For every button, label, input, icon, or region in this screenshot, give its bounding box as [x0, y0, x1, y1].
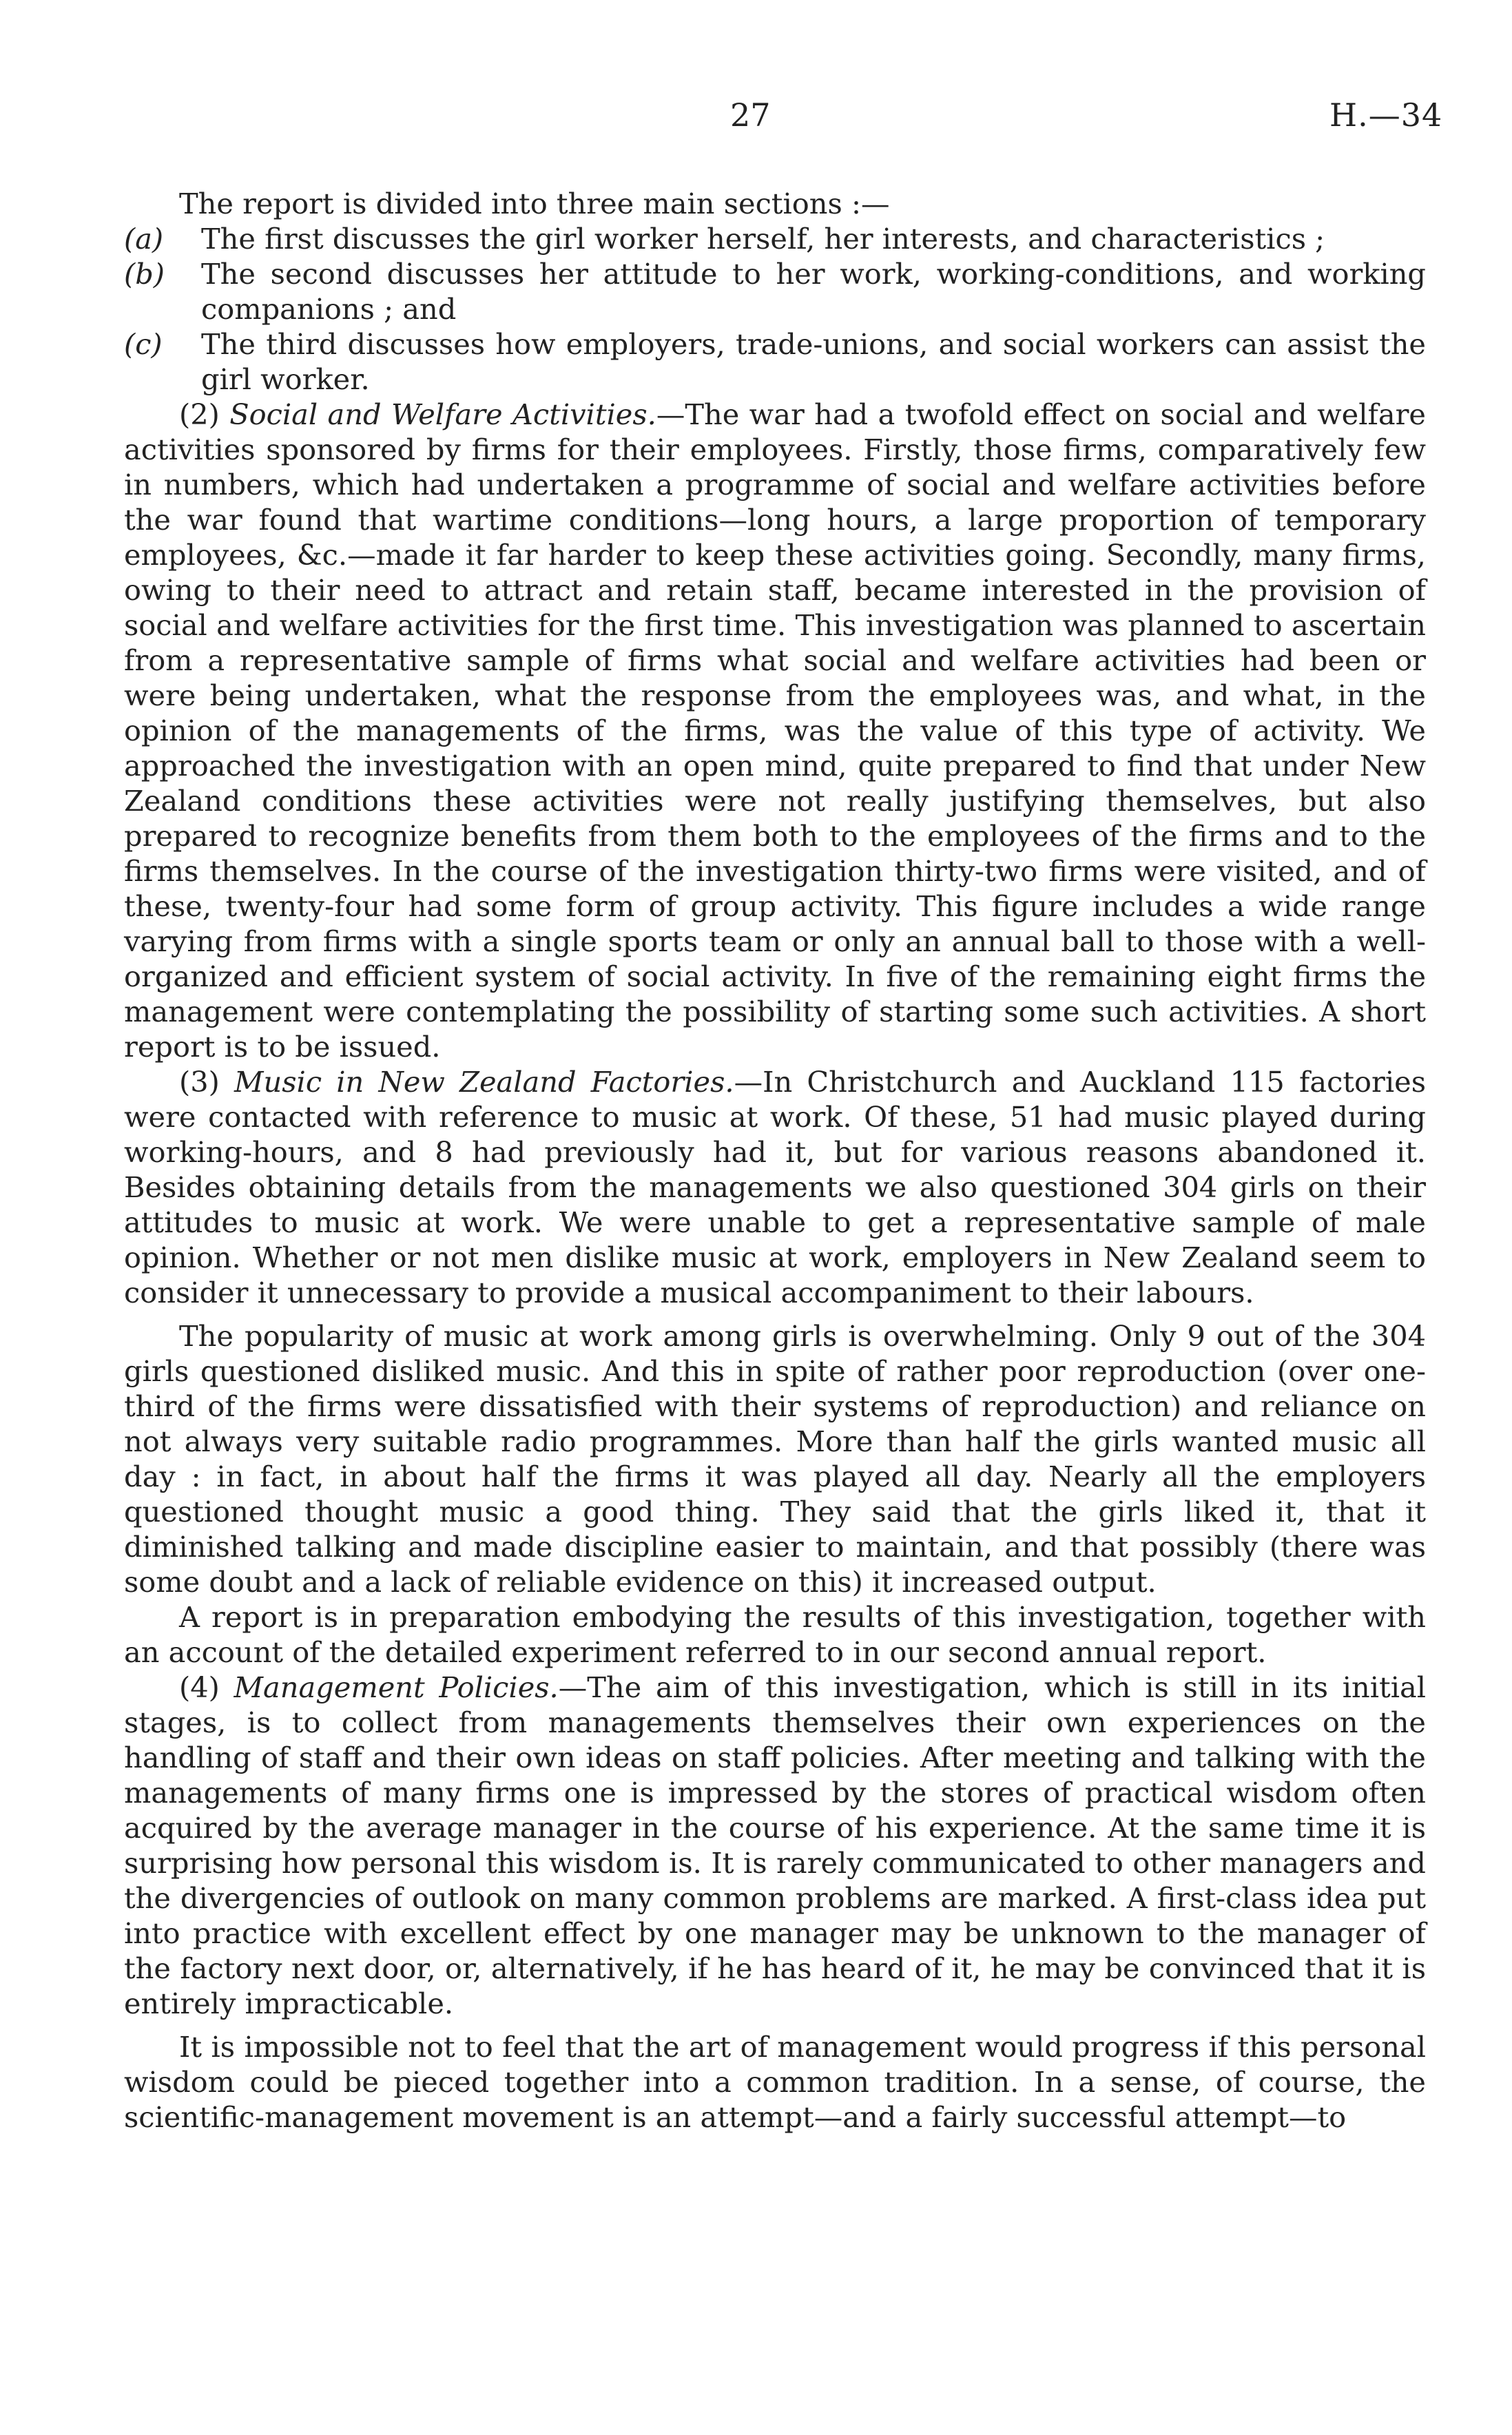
paragraph-number: (4) — [179, 1670, 220, 1704]
paragraph-number: (2) — [179, 397, 220, 431]
page-number: 27 — [730, 96, 771, 134]
list-item — [124, 256, 1426, 327]
paragraph-text: —The aim of this investigation, which is still in its initial stages, is to collect from managements themselves their own experiences on the handling of staff and their own ideas on staff policies. After meeting and talking with the managements of many firms one is impressed by the stores of practical wisdom often acquired by the average manager in the course of his experience. At the same time it is surprising how personal this wisdom is. It is rarely communicated to other managers and the divergencies of outlook on many common problems are marked. A first-class idea put into practice with excellent effect by one manager may be unknown to the manager of the factory next door, or, alternatively, if he has heard of it, he may be convinced that it is entirely impracticable. — [124, 1670, 1426, 2020]
section-heading: Music in New Zealand Factories. — [234, 1065, 734, 1099]
list-marker: (c) — [124, 327, 163, 361]
sections-list — [124, 221, 1426, 397]
body-text — [124, 186, 1426, 2135]
section-heading: Social and Welfare Activities. — [229, 397, 656, 431]
paragraph-music-popularity: The popularity of music at work among girls is overwhelming. Only 9 out of the 304 girls questioned disliked music. And this in spite of rather poor reproduction (over one-third of the firms were dissatisfied with their systems of reproduction) and reliance on not always very suitable radio programmes. More than half the girls wanted music all day : in fact, in about half the firms it was played all day. Nearly all the employers questioned thought music a good thing. They said that the girls liked it, that it diminished talking and made discipline easier to maintain, and that possibly (there was some doubt and a lack of reliable evidence on this) it increased output. — [124, 1319, 1426, 1599]
list-item — [124, 221, 1426, 256]
paragraph-management-policies — [124, 1670, 1426, 2021]
list-item-text: The first discusses the girl worker herself, her interests, and characteristics ; — [201, 222, 1325, 256]
paragraph-number: (3) — [179, 1065, 220, 1099]
page-header — [0, 96, 1512, 145]
paragraph-music — [124, 1064, 1426, 1310]
list-item-text: The third discusses how employers, trade-unions, and social workers can assist the girl worker. — [201, 327, 1426, 396]
list-marker: (a) — [124, 222, 164, 256]
paragraph-management-tradition: It is impossible not to feel that the art of management would progress if this personal wisdom could be pieced together into a common tradition. In a sense, of course, the scientific-management movement is an attempt—and a fairly successful attempt—to — [124, 2030, 1426, 2134]
intro-paragraph: The report is divided into three main sections :— — [179, 187, 890, 220]
paragraph-text: —In Christchurch and Auckland 115 factories were contacted with reference to music at work. Of these, 51 had music played during working-hours, and 8 had previously had it, but for various reasons abandoned it. Besides obtaining details from the managements we also questioned 304 girls on their attitudes to music at work. We were unable to get a representative sample of male opinion. Whether or not men dislike music at work, employers in New Zealand seem to consider it unnecessary to provide a musical accompaniment to their labours. — [124, 1065, 1426, 1309]
list-marker: (b) — [124, 257, 165, 291]
paragraph-text: —The war had a twofold effect on social and welfare activities sponsored by firms for their employees. Firstly, those firms, comparatively few in numbers, which had undertaken a programme of social and welfare activities before the war found that wartime conditions—long hours, a large proportion of temporary employees, &c.—made it far harder to keep these activities going. Secondly, many firms, owing to their need to attract and retain staff, became interested in the provision of social and welfare activities for the first time. This investigation was planned to ascertain from a representative sample of firms what social and welfare activities had been or were being undertaken, what the response from the employees was, and what, in the opinion of the managements of the firms, was the value of this type of activity. We approached the investigation with an open mind, quite prepared to find that under New Zealand conditions these activities were not really justifying themselves, but also prepared to recognize benefits from them both to the employees of the firms and to the firms themselves. In the course of the investigation thirty-two firms were visited, and of these, twenty-four had some form of group activity. This figure includes a wide range varying from firms with a single sports team or only an annual ball to those with a well-organized and efficient system of social activity. In five of the remaining eight firms the management were contemplating the possibility of starting some such activities. A short report is to be issued. — [124, 397, 1426, 1064]
paragraph-social-welfare — [124, 397, 1426, 1064]
list-item-text: The second discusses her attitude to her work, working-conditions, and working companions ; and — [201, 257, 1426, 326]
list-item — [124, 327, 1426, 397]
paragraph-music-report: A report is in preparation embodying the results of this investigation, together with an account of the detailed experiment referred to in our second annual report. — [124, 1600, 1426, 1669]
document-code: H.—34 — [1329, 96, 1443, 134]
section-heading: Management Policies. — [234, 1670, 559, 1704]
